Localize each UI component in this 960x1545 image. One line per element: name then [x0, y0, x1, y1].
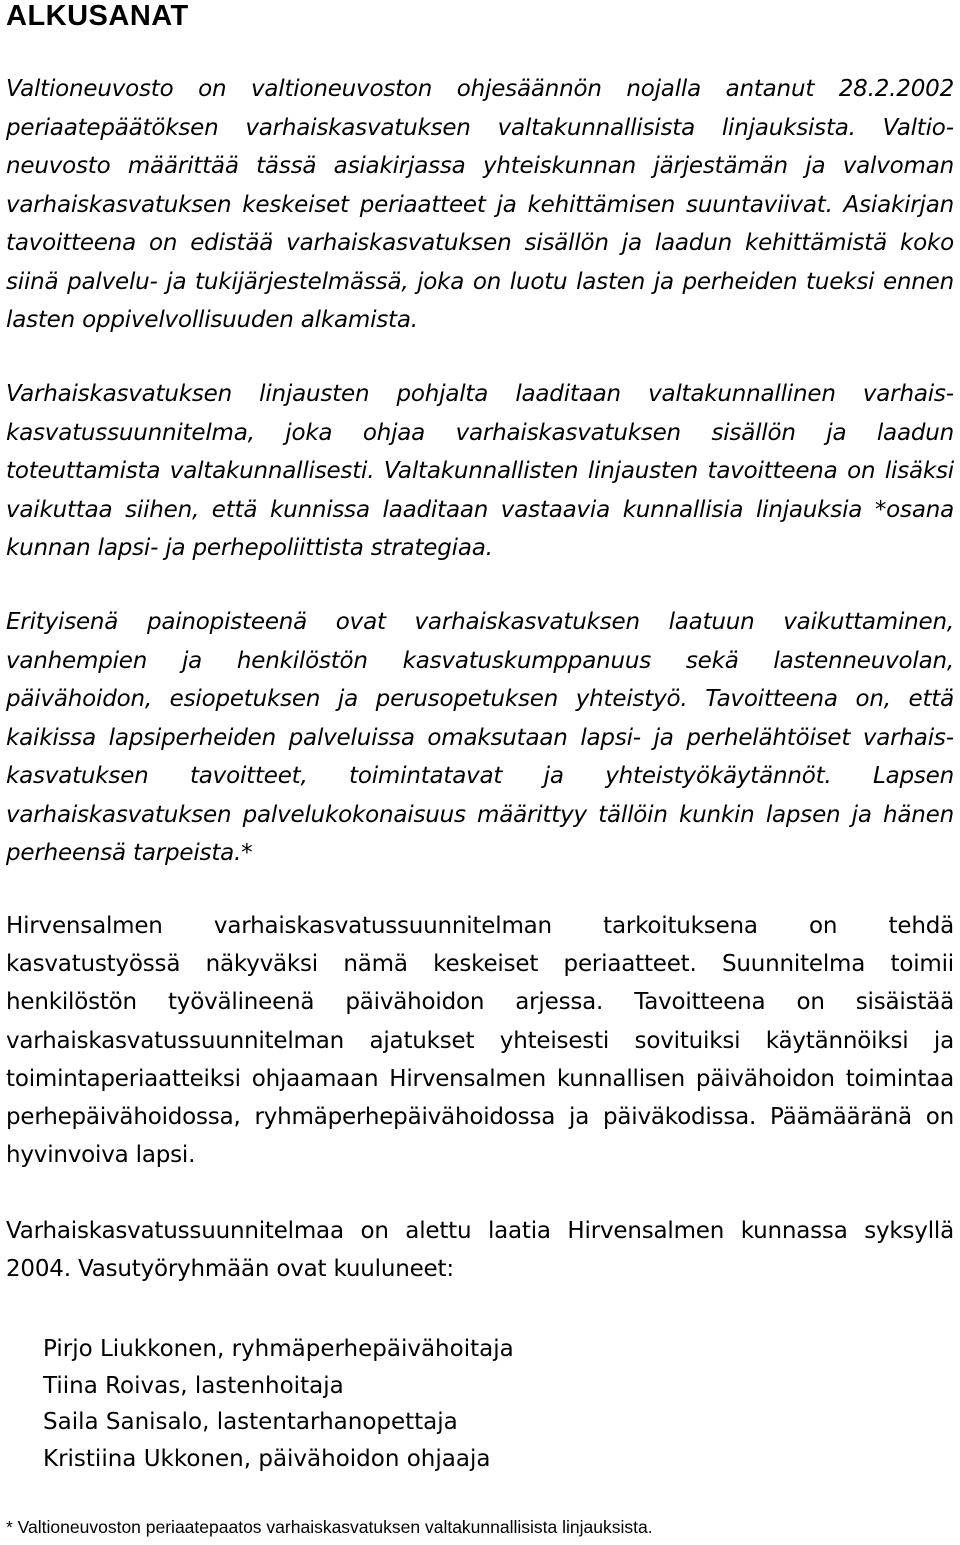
working-group-list	[43, 1331, 514, 1477]
list-item: Saila Sanisalo, lastentarhanopettaja	[43, 1409, 458, 1435]
paragraph-1: Valtioneuvosto on valtioneuvoston ohjesäännön nojalla antanut 28.2.2002 periaatepäätöksen varhaiskasvatuksen valtakunnallisista linjauksista. Valtioneuvosto määrittää tässä asiakirjassa yhteiskunnan järjestämän ja valvoman varhaiskasvatuksen keskeiset periaatteet ja kehittämisen suuntaviivat. Asiakirjan tavoitteena on edistää varhaiskasvatuksen sisällön ja laadun kehittämistä koko siinä palvelu- ja tukijärjestelmässä, joka on luotu lasten ja perheiden tueksi ennen lasten oppivelvollisuuden alkamista.	[6, 76, 954, 333]
paragraph-4: Hirvensalmen varhaiskasvatussuunnitelman tarkoituksena on tehdä kasvatustyössä näkyväksi nämä keskeiset periaatteet. Suunnitelma toimii henkilöstön työvälineenä päivähoidon arjessa. Tavoitteena on sisäistää varhaiskasvatussuunnitelman ajatukset yhteisesti sovituiksi käytännöiksi ja toimintaperiaatteiksi ohjaamaan Hirvensalmen kunnallisen päivähoidon toimintaa perhepäivähoidossa, ryhmäperhepäivähoidossa ja päiväkodissa. Päämääränä on hyvinvoiva lapsi.	[6, 913, 954, 1169]
footnote: * Valtioneuvoston periaatepaatos varhaiskasvatuksen valtakunnallisista linjauksista.	[6, 1517, 653, 1537]
page-title: ALKUSANAT	[6, 0, 189, 32]
list-item: Pirjo Liukkonen, ryhmäperhepäivähoitaja	[43, 1336, 514, 1362]
paragraph-5: Varhaiskasvatussuunnitelmaa on alettu laatia Hirvensalmen kunnassa syksyllä 2004. Vasutyöryhmään ovat kuuluneet:	[6, 1218, 954, 1283]
list-item: Kristiina Ukkonen, päivähoidon ohjaaja	[43, 1445, 491, 1472]
paragraph-3: Erityisenä painopisteenä ovat varhaiskasvatuksen laatuun vaikuttaminen, vanhempien ja henkilöstön kasvatuskumppanuus sekä lastenneuvolan, päivähoidon, esiopetuksen ja perusopetuksen yhteistyö. Tavoitteena on, että kaikissa lapsiperheiden palveluissa omaksutaan lapsi- ja perhelähtöiset varhaiskasvatuksen tavoitteet, toimintatavat ja yhteistyökäytännöt. Lapsen varhaiskasvatuksen palvelukokonaisuus määrittyy tällöin kunkin lapsen ja hänen perheensä tarpeista.*	[6, 609, 954, 866]
paragraph-2: Varhaiskasvatuksen linjausten pohjalta laaditaan valtakunnallinen varhaiskasvatussuunnitelma, joka ohjaa varhaiskasvatuksen sisällön ja laadun toteuttamista valtakunnallisesti. Valtakunnallisten linjausten tavoitteena on lisäksi vaikuttaa siihen, että kunnissa laaditaan vastaavia kunnallisia linjauksia *osana kunnan lapsi- ja perhepoliittista strategiaa.	[6, 381, 954, 561]
list-item: Tiina Roivas, lastenhoitaja	[43, 1372, 344, 1399]
